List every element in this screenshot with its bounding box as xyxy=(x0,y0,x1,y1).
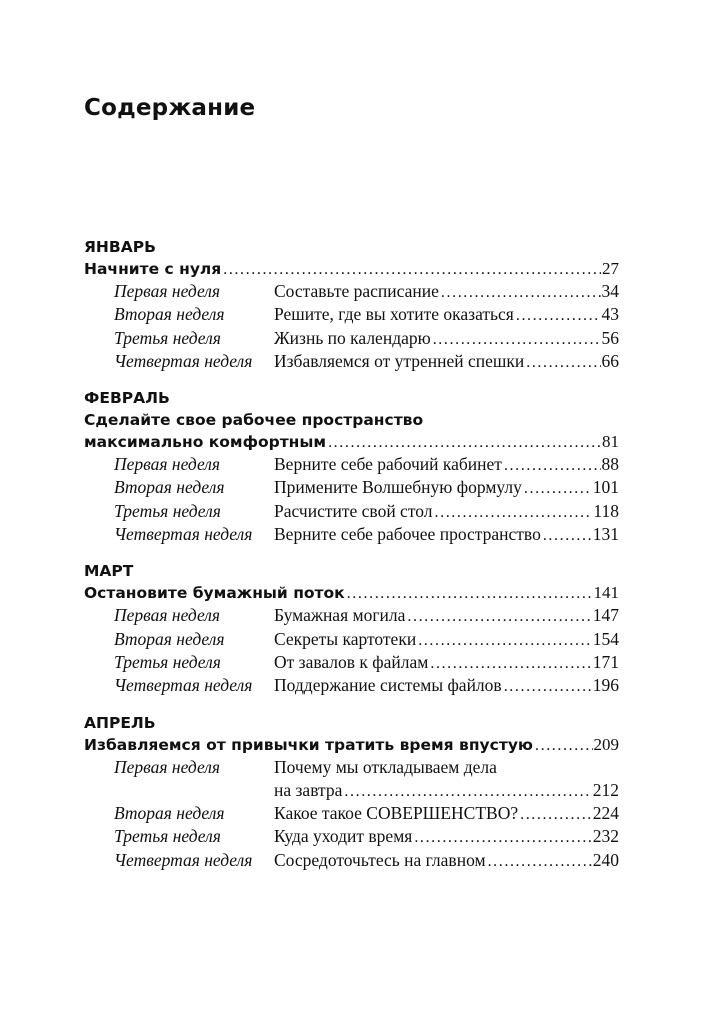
week-entry[interactable] xyxy=(84,327,619,350)
week-title: Секреты картотеки xyxy=(274,628,417,649)
dot-leader xyxy=(223,259,601,281)
page-number: 88 xyxy=(601,454,619,475)
week-label: Первая неделя xyxy=(114,605,221,626)
page-number: 147 xyxy=(592,605,619,626)
page-title: Содержание xyxy=(84,95,256,121)
month-section-january xyxy=(84,236,619,373)
page-number: 43 xyxy=(601,304,619,325)
dot-leader xyxy=(526,351,600,374)
dot-leader xyxy=(418,629,592,652)
week-title: Какое такое СОВЕРШЕНСТВО? xyxy=(274,803,519,824)
dot-leader xyxy=(488,850,592,873)
dot-leader xyxy=(430,652,591,675)
page-number: 81 xyxy=(602,432,619,452)
week-title: Бумажная могила xyxy=(274,605,406,626)
week-title: Составьте расписание xyxy=(274,281,439,301)
month-heading: ФЕВРАЛЬ xyxy=(84,389,170,408)
chapter-title-line[interactable]: Сделайте свое рабочее пространство xyxy=(84,411,424,430)
week-title: Избавляемся от утренней спешки xyxy=(274,350,525,371)
week-entry[interactable] xyxy=(84,651,619,674)
week-entry[interactable] xyxy=(84,476,619,499)
week-label: Первая неделя xyxy=(114,281,221,301)
week-entry[interactable] xyxy=(84,280,619,303)
week-entry[interactable] xyxy=(84,303,619,326)
week-label: Вторая неделя xyxy=(114,628,225,649)
page-number: 209 xyxy=(593,734,619,754)
chapter-entry[interactable] xyxy=(84,431,619,453)
week-title: Решите, где вы хотите оказаться xyxy=(274,304,514,325)
dot-leader xyxy=(504,454,601,477)
week-label: Четвертая неделя xyxy=(114,350,253,371)
page-number: 131 xyxy=(592,524,619,545)
month-heading: ЯНВАРЬ xyxy=(84,238,156,256)
week-title: Верните себе рабочее пространство xyxy=(274,524,541,545)
page-number: 34 xyxy=(601,281,619,301)
page-number: 154 xyxy=(592,628,619,649)
week-label: Вторая неделя xyxy=(114,304,225,325)
week-title-continued: на завтра xyxy=(274,779,343,800)
week-entry[interactable] xyxy=(84,453,619,476)
dot-leader xyxy=(328,432,601,454)
chapter-entry[interactable] xyxy=(84,734,619,756)
week-title: Примените Волшебную формулу xyxy=(274,477,522,498)
page-number: 118 xyxy=(593,500,619,521)
chapter-title: Начните с нуля xyxy=(84,260,222,278)
chapter-title: Остановите бумажный поток xyxy=(84,584,345,603)
week-entry[interactable] xyxy=(84,500,619,523)
week-entry[interactable] xyxy=(84,756,619,803)
week-entry[interactable] xyxy=(84,523,619,546)
dot-leader xyxy=(347,583,593,605)
chapter-entry[interactable] xyxy=(84,582,619,604)
week-label: Вторая неделя xyxy=(114,803,225,824)
page-number: 56 xyxy=(601,327,619,348)
dot-leader xyxy=(433,328,601,351)
page-number: 141 xyxy=(593,583,619,603)
chapter-title: Избавляемся от привычки тратить время впустую xyxy=(84,735,533,754)
page-number: 224 xyxy=(592,803,619,824)
page-number: 196 xyxy=(592,675,619,696)
week-title: Расчистите свой стол xyxy=(274,500,433,521)
page-number: 101 xyxy=(592,477,619,498)
week-label: Четвертая неделя xyxy=(114,849,253,870)
dot-leader xyxy=(516,304,601,327)
dot-leader xyxy=(344,780,591,803)
dot-leader xyxy=(535,735,593,757)
week-entry[interactable] xyxy=(84,802,619,825)
page-number: 212 xyxy=(592,779,619,800)
month-section-february xyxy=(84,387,619,546)
chapter-title: максимально комфортным xyxy=(84,433,327,452)
week-title: Куда уходит время xyxy=(274,826,413,847)
week-entry[interactable] xyxy=(84,604,619,627)
dot-leader xyxy=(407,605,591,628)
week-title: Верните себе рабочий кабинет xyxy=(274,454,502,475)
dot-leader xyxy=(504,675,592,698)
dot-leader xyxy=(543,524,592,547)
week-title: От завалов к файлам xyxy=(274,651,429,672)
week-label: Четвертая неделя xyxy=(114,524,253,545)
dot-leader xyxy=(414,826,591,849)
chapter-entry[interactable] xyxy=(84,258,619,280)
table-of-contents xyxy=(84,236,619,886)
month-heading: МАРТ xyxy=(84,562,134,581)
dot-leader xyxy=(524,477,592,500)
page-number: 171 xyxy=(592,651,619,672)
dot-leader xyxy=(435,501,593,524)
week-label: Первая неделя xyxy=(114,756,221,777)
week-label: Третья неделя xyxy=(114,826,221,847)
week-label: Вторая неделя xyxy=(114,477,225,498)
week-title: Поддержание системы файлов xyxy=(274,675,502,696)
week-title: Жизнь по календарю xyxy=(274,327,431,348)
page-number: 240 xyxy=(592,849,619,870)
week-title: Сосредоточьтесь на главном xyxy=(274,849,486,870)
week-entry[interactable] xyxy=(84,628,619,651)
dot-leader xyxy=(441,281,601,304)
week-entry[interactable] xyxy=(84,350,619,373)
week-entry[interactable] xyxy=(84,849,619,872)
week-label: Третья неделя xyxy=(114,651,221,672)
week-label: Четвертая неделя xyxy=(114,675,253,696)
month-heading: АПРЕЛЬ xyxy=(84,713,156,732)
week-entry[interactable] xyxy=(84,825,619,848)
week-label: Третья неделя xyxy=(114,500,221,521)
week-label: Первая неделя xyxy=(114,454,221,475)
week-label: Третья неделя xyxy=(114,327,221,348)
page-number: 232 xyxy=(592,826,619,847)
page-number: 27 xyxy=(602,259,619,278)
week-entry[interactable] xyxy=(84,674,619,697)
month-section-march xyxy=(84,560,619,697)
dot-leader xyxy=(520,803,592,826)
week-title: Почему мы откладываем дела xyxy=(274,756,497,777)
page-number: 66 xyxy=(601,350,619,371)
month-section-april xyxy=(84,712,619,872)
